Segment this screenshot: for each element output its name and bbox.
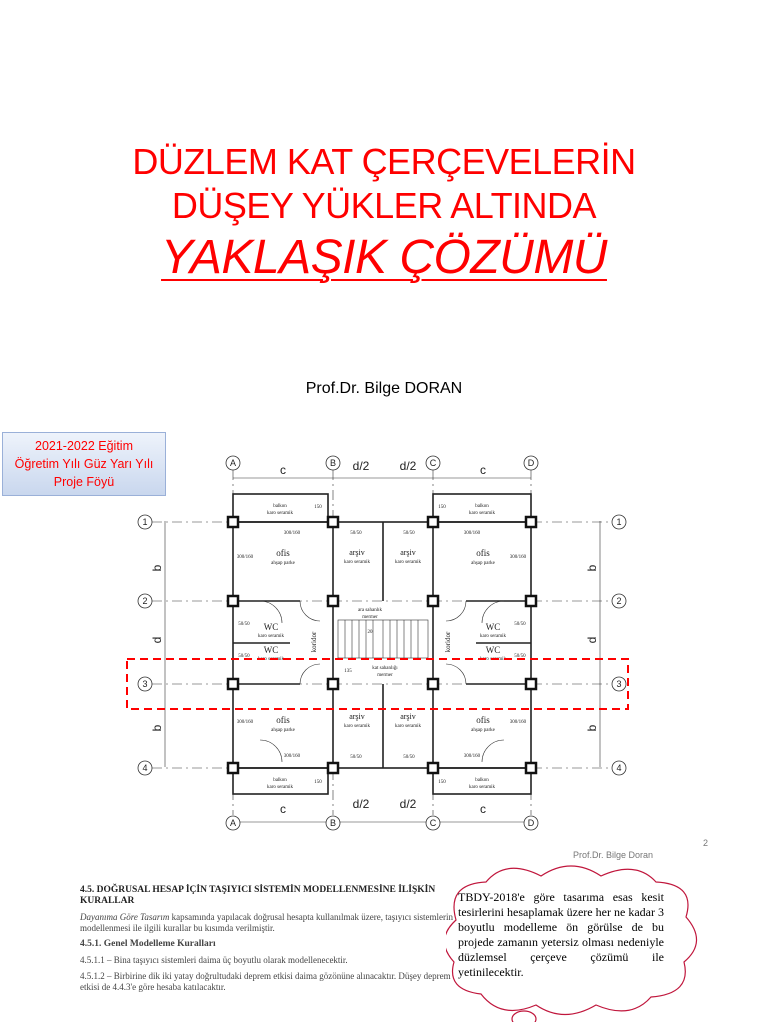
axis-d-top: D bbox=[527, 458, 535, 468]
room-wc-1: WC bbox=[263, 622, 279, 632]
room-wc-4: WC bbox=[485, 645, 501, 655]
axis-d-bottom: D bbox=[527, 818, 535, 828]
room-arsiv-tl: arşiv bbox=[349, 548, 365, 557]
note-bubble bbox=[446, 862, 716, 1012]
window-wc-4: 50/50 bbox=[514, 654, 526, 659]
window-tl: 300/160 bbox=[236, 555, 254, 560]
dim-150-br: 150 bbox=[438, 780, 446, 785]
room-ofis-tl: ofis bbox=[276, 548, 290, 558]
axis-1-left: 1 bbox=[142, 517, 148, 527]
room-wc-1-floor: karo seramik bbox=[258, 634, 284, 639]
room-wc-3: WC bbox=[485, 622, 501, 632]
window-bl-2: 300/160 bbox=[283, 754, 301, 759]
dim-135: 135 bbox=[344, 669, 352, 674]
room-ofis-tr-floor: ahşap parke bbox=[471, 561, 495, 566]
balkon-br-floor: karo seramik bbox=[469, 785, 495, 790]
axis-2-right: 2 bbox=[616, 596, 622, 606]
axis-4-right: 4 bbox=[616, 763, 622, 773]
title-line-2: DÜŞEY YÜKLER ALTINDA bbox=[171, 185, 597, 226]
window-br: 300/160 bbox=[509, 720, 527, 725]
window-wc-1: 50/50 bbox=[238, 622, 250, 627]
excerpt-paragraph-2: 4.5.1.1 – Bina taşıyıcı sistemleri daima üç boyutlu olarak modellenecektir. bbox=[80, 955, 348, 965]
course-line-1: 2021-2022 Eğitim bbox=[35, 439, 133, 453]
room-ofis-bl-floor: ahşap parke bbox=[271, 728, 295, 733]
koridor-right: koridor bbox=[444, 631, 452, 653]
ara-sahanlik: ara sahanlık bbox=[357, 608, 383, 613]
room-ofis-tr: ofis bbox=[476, 548, 490, 558]
room-ofis-br-floor: ahşap parke bbox=[471, 728, 495, 733]
axis-1-right: 1 bbox=[616, 517, 622, 527]
balkon-tr-floor: karo seramik bbox=[469, 511, 495, 516]
span-b-left-top: b bbox=[150, 564, 164, 572]
page-number: 2 bbox=[703, 838, 709, 848]
window-br-2: 300/160 bbox=[463, 754, 481, 759]
axis-b-top: B bbox=[329, 458, 337, 468]
room-arsiv-tl-floor: karo seramik bbox=[344, 560, 370, 565]
window-bl: 300/160 bbox=[236, 720, 254, 725]
kat-sahanligi: kat sahanlığı bbox=[372, 666, 398, 671]
balkon-br: balkon bbox=[475, 778, 489, 783]
axis-a-top: A bbox=[229, 458, 237, 468]
koridor-left: koridor bbox=[310, 631, 318, 653]
window-arsiv-2: 50/50 bbox=[403, 531, 415, 536]
span-b-right-bottom: b bbox=[585, 724, 599, 732]
window-arsiv-4: 50/50 bbox=[403, 755, 415, 760]
balkon-tl: balkon bbox=[273, 504, 287, 509]
window-arsiv-1: 50/50 bbox=[350, 531, 362, 536]
room-wc-2: WC bbox=[263, 645, 279, 655]
span-c-top-right: c bbox=[480, 463, 486, 477]
span-d-left: d bbox=[150, 636, 164, 644]
room-arsiv-bl-floor: karo seramik bbox=[344, 724, 370, 729]
axis-c-top: C bbox=[429, 458, 437, 468]
footer-author: Prof.Dr. Bilge Doran bbox=[573, 850, 654, 860]
course-line-2: Öğretim Yılı Güz Yarı Yılı bbox=[14, 457, 154, 471]
balkon-tr: balkon bbox=[475, 504, 489, 509]
dim-150-tl: 150 bbox=[314, 505, 322, 510]
room-wc-2-floor: karo seramik bbox=[258, 657, 284, 662]
room-ofis-br: ofis bbox=[476, 715, 490, 725]
code-excerpt bbox=[80, 885, 460, 993]
span-d2-bottom-left: d/2 bbox=[352, 797, 370, 811]
room-arsiv-tr: arşiv bbox=[400, 548, 416, 557]
room-arsiv-bl: arşiv bbox=[349, 712, 365, 721]
room-arsiv-br: arşiv bbox=[400, 712, 416, 721]
excerpt-heading: 4.5. DOĞRUSAL HESAP İÇİN TAŞIYICI SİSTEMİN MODELLENMESİNE İLİŞKİN KURALLAR bbox=[80, 885, 436, 906]
axis-3-right: 3 bbox=[616, 679, 622, 689]
room-arsiv-tr-floor: karo seramik bbox=[395, 560, 421, 565]
excerpt-heading-2: 4.5.1. Genel Modelleme Kuralları bbox=[80, 939, 216, 949]
dim-150-tr: 150 bbox=[438, 505, 446, 510]
span-d2-top-right: d/2 bbox=[399, 459, 417, 473]
excerpt-paragraph-3: 4.5.1.2 – Birbirine dik iki yatay doğrultudaki deprem etkisi daima gözönüne alınacaktır. Düşey deprem etkisi de 4.4.3'e göre hesaba katılacaktır. bbox=[80, 971, 451, 992]
span-d2-top-left: d/2 bbox=[352, 459, 370, 473]
span-d2-bottom-right: d/2 bbox=[399, 797, 417, 811]
window-tr-2: 300/160 bbox=[463, 531, 481, 536]
span-c-top-left: c bbox=[280, 463, 286, 477]
excerpt-p1-rest: kapsamında yapılacak doğrusal hesapta kullanılmak üzere, taşıyıcı sistemlerin modellenmesi ile ilgili kurallar bu kısımda verilmiştir. bbox=[80, 912, 454, 933]
room-wc-3-floor: karo seramik bbox=[480, 634, 506, 639]
title-line-3: YAKLAŞIK ÇÖZÜMÜ bbox=[161, 231, 607, 284]
span-c-bottom-right: c bbox=[480, 802, 486, 816]
window-wc-2: 50/50 bbox=[238, 654, 250, 659]
axis-a-bottom: A bbox=[229, 818, 237, 828]
note-text: TBDY-2018'e göre tasarıma esas kesit tesirlerini hesaplamak üzere her ne kadar 3 boyutlu modelleme ön görülse de bu projede zamanın yetersiz olması nedeniyle düzlemsel çerçeve çözümü ile yetinilecektir. bbox=[458, 890, 664, 979]
course-line-3: Proje Föyü bbox=[53, 475, 115, 489]
window-tr: 300/160 bbox=[509, 555, 527, 560]
title-block bbox=[0, 140, 768, 288]
author: Prof.Dr. Bilge DORAN bbox=[305, 380, 463, 397]
room-ofis-tl-floor: ahşap parke bbox=[271, 561, 295, 566]
dim-150-bl: 150 bbox=[314, 780, 322, 785]
dim-20: 20 bbox=[367, 630, 373, 635]
span-b-right-top: b bbox=[585, 564, 599, 572]
balkon-bl: balkon bbox=[273, 778, 287, 783]
title-line-1: DÜZLEM KAT ÇERÇEVELERİN bbox=[132, 141, 636, 182]
balkon-tl-floor: karo seramik bbox=[267, 511, 293, 516]
axis-2-left: 2 bbox=[142, 596, 148, 606]
balkon-bl-floor: karo seramik bbox=[267, 785, 293, 790]
axis-c-bottom: C bbox=[429, 818, 437, 828]
span-c-bottom-left: c bbox=[280, 802, 286, 816]
window-arsiv-3: 50/50 bbox=[350, 755, 362, 760]
floor-plan bbox=[120, 450, 640, 840]
kat-sahanligi-floor: mermer bbox=[377, 673, 393, 678]
span-d-right: d bbox=[585, 636, 599, 644]
room-arsiv-br-floor: karo seramik bbox=[395, 724, 421, 729]
axis-4-left: 4 bbox=[142, 763, 148, 773]
window-tl-2: 300/160 bbox=[283, 531, 301, 536]
axis-b-bottom: B bbox=[329, 818, 337, 828]
axis-3-left: 3 bbox=[142, 679, 148, 689]
excerpt-italic: Dayanıma Göre Tasarım bbox=[80, 912, 170, 922]
room-ofis-bl: ofis bbox=[276, 715, 290, 725]
span-b-left-bottom: b bbox=[150, 724, 164, 732]
window-wc-3: 50/50 bbox=[514, 622, 526, 627]
excerpt-paragraph-1 bbox=[80, 912, 460, 934]
ara-sahanlik-floor: mermer bbox=[362, 615, 378, 620]
room-wc-4-floor: karo seramik bbox=[480, 657, 506, 662]
